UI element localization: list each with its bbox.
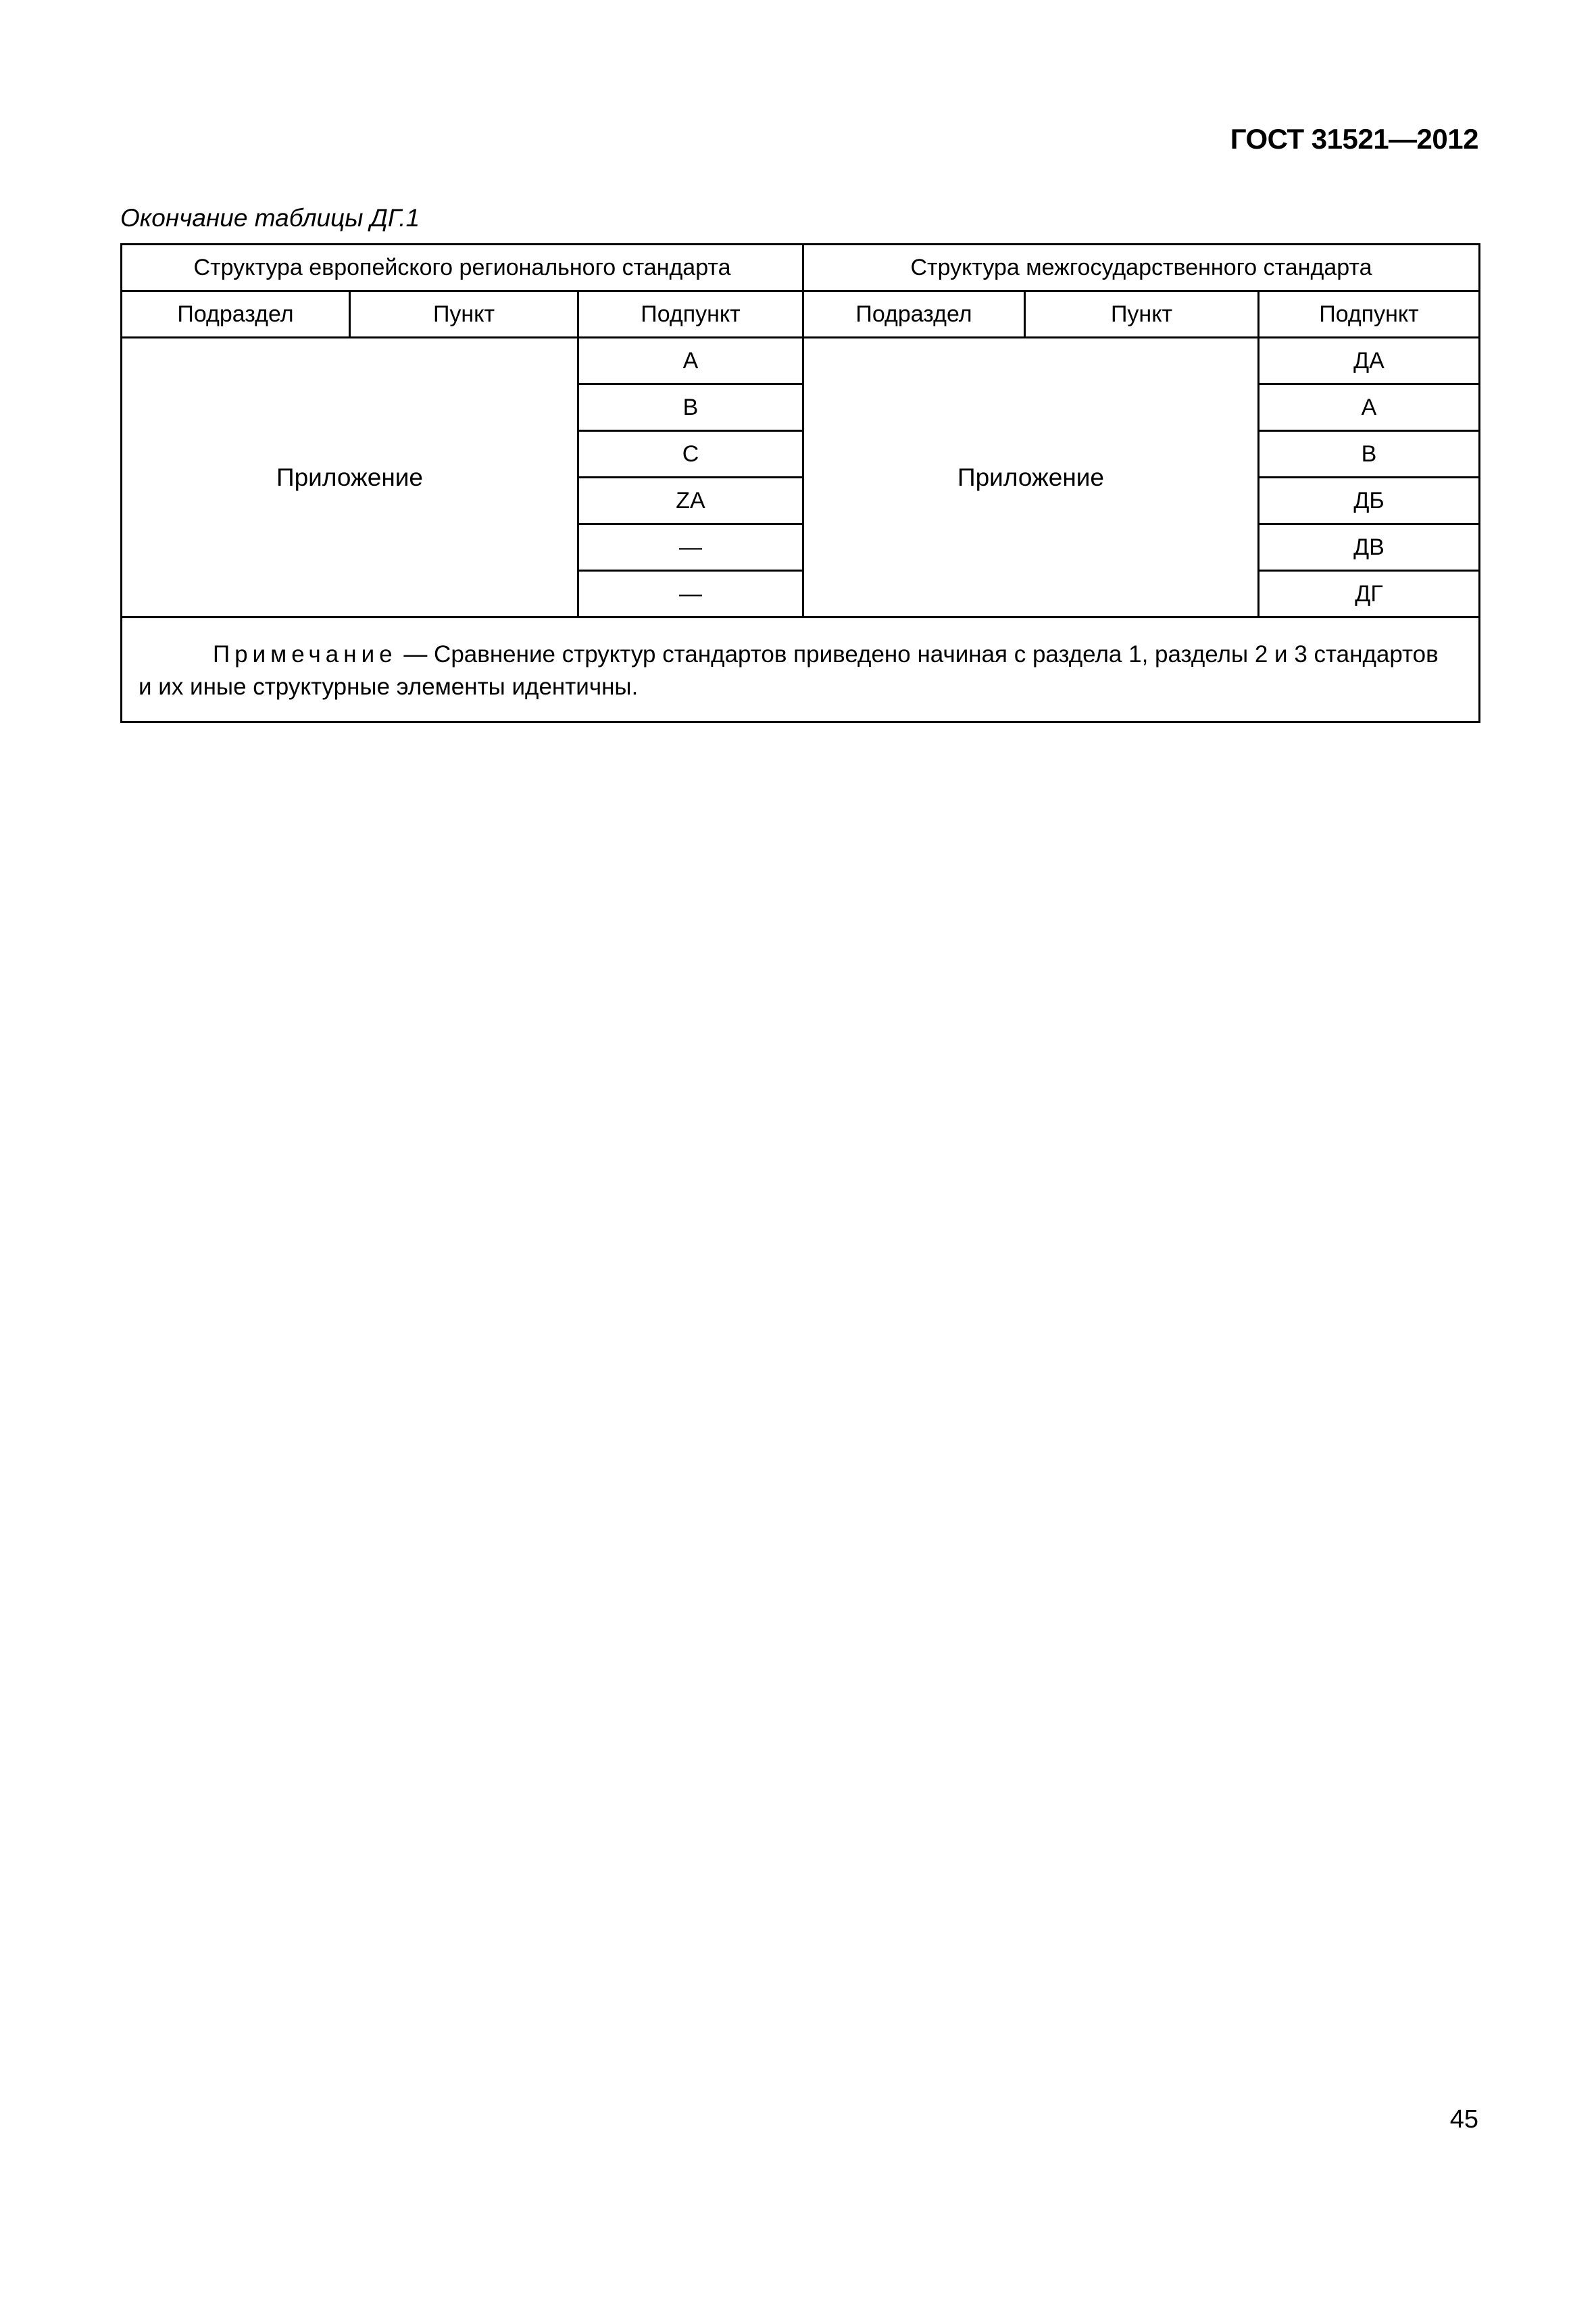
right-subitem-cell: А xyxy=(1259,384,1480,431)
table-subheader-row xyxy=(122,291,1480,338)
table-group-header-row xyxy=(122,245,1480,291)
table-caption: Окончание таблицы ДГ.1 xyxy=(120,204,420,232)
left-subitem-cell: B xyxy=(578,384,803,431)
comparison-table xyxy=(120,243,1480,723)
left-subitem-cell: — xyxy=(578,571,803,618)
header-european-structure: Структура европейского регионального стандарта xyxy=(122,245,803,291)
left-appendix-cell: Приложение xyxy=(122,338,578,618)
header-interstate-structure: Структура межгосударственного стандарта xyxy=(803,245,1480,291)
table-row xyxy=(122,338,1480,384)
note-row xyxy=(122,618,1480,722)
document-header: ГОСТ 31521—2012 xyxy=(1230,123,1478,155)
left-subitem-cell: — xyxy=(578,524,803,571)
page-number: 45 xyxy=(1449,2105,1478,2134)
right-subitem-cell: ДВ xyxy=(1259,524,1480,571)
right-subitem-cell: В xyxy=(1259,431,1480,478)
note-text: — Сравнение структур стандартов приведено начиная с раздела 1, разделы 2 и 3 стандартов и их иные структурные элементы идентичны. xyxy=(139,641,1439,700)
left-subitem-cell: ZA xyxy=(578,478,803,524)
subheader-subclause-interstate: Подпункт xyxy=(1259,291,1480,338)
subheader-clause-interstate: Пункт xyxy=(1025,291,1259,338)
left-subitem-cell: C xyxy=(578,431,803,478)
subheader-subsection-eu: Подраздел xyxy=(122,291,350,338)
right-appendix-cell: Приложение xyxy=(803,338,1259,618)
right-subitem-cell: ДА xyxy=(1259,338,1480,384)
right-subitem-cell: ДБ xyxy=(1259,478,1480,524)
left-subitem-cell: A xyxy=(578,338,803,384)
right-subitem-cell: ДГ xyxy=(1259,571,1480,618)
subheader-subclause-eu: Подпункт xyxy=(578,291,803,338)
subheader-clause-eu: Пункт xyxy=(350,291,578,338)
note-cell xyxy=(122,618,1480,722)
subheader-subsection-interstate: Подраздел xyxy=(803,291,1025,338)
note-label: Примечание xyxy=(213,641,397,668)
